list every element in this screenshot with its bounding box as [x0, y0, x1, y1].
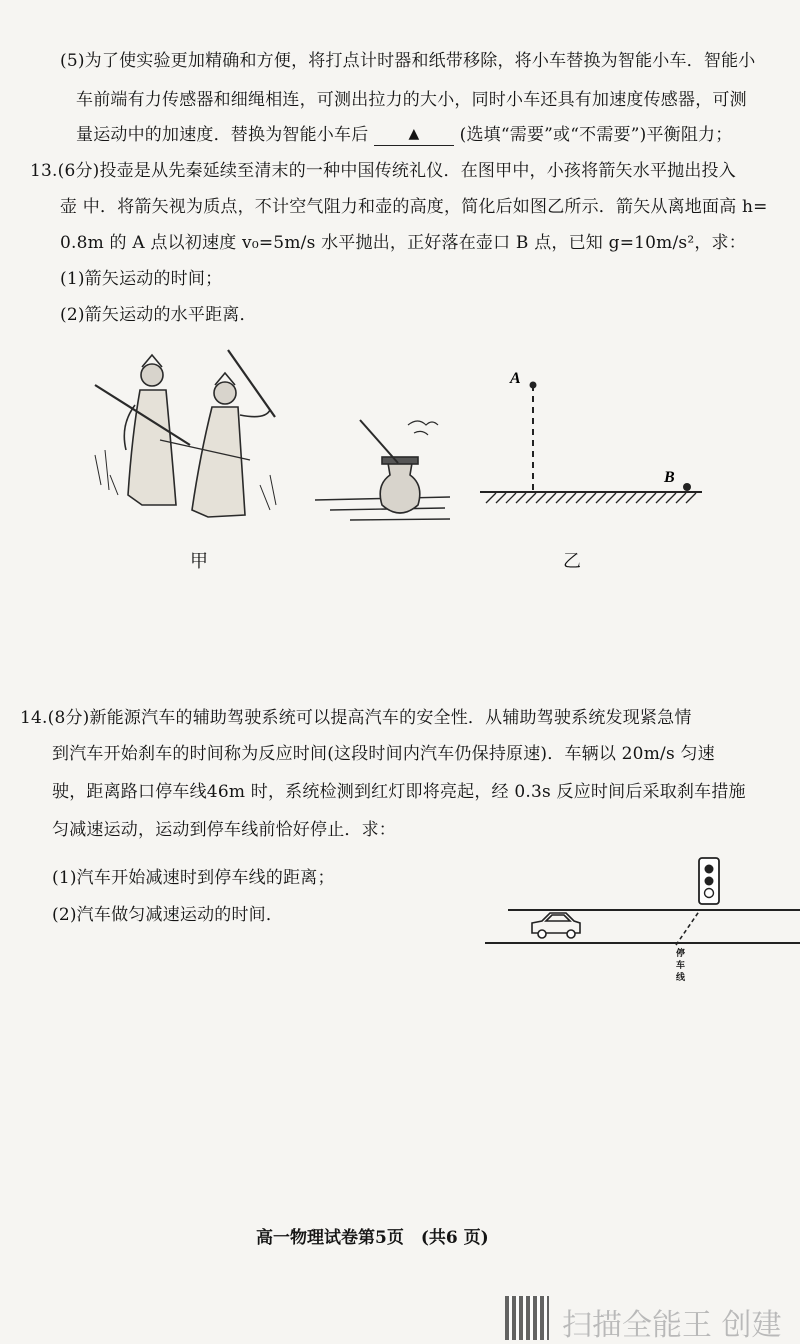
q12-5-line3-before: 量运动中的加速度．替换为智能小车后: [76, 125, 369, 145]
figure-jia-illustration: [80, 345, 460, 535]
car-icon: [532, 913, 580, 938]
qr-code-icon: [505, 1296, 549, 1340]
q13-line3: 0.8m 的 A 点以初速度 v₀=5m/s 水平抛出，正好落在壶口 B 点，已知 g=10m/s²，求：: [60, 233, 746, 253]
q12-5-line3: [76, 124, 732, 148]
q14-line3: 驶，距离路口停车线46m 时，系统检测到红灯即将亮起，经 0.3s 反应时间后采取刹车措施: [52, 782, 746, 802]
q12-5-line3-after: (选填“需要”或“不需要”)平衡阻力；: [459, 125, 733, 145]
q14-sub2: (2)汽车做匀减速运动的时间．: [52, 905, 284, 925]
q13-line1: 13.(6分)投壶是从先秦延续至清末的一种中国传统礼仪．在图甲中，小孩将箭矢水平抛出投入: [30, 161, 736, 181]
q12-5-line1: (5)为了使实验更加精确和方便，将打点计时器和纸带移除，将小车替换为智能小车．智能小: [60, 51, 756, 71]
q14-line4: 匀减速运动，运动到停车线前恰好停止．求：: [52, 820, 396, 840]
figure-yi-caption: 乙: [563, 551, 581, 572]
scanner-watermark: 扫描全能王 创建: [562, 1308, 782, 1343]
figure-yi-diagram: [480, 365, 710, 505]
q14-line1: 14.(8分)新能源汽车的辅助驾驶系统可以提高汽车的安全性．从辅助驾驶系统发现紧急情: [20, 708, 692, 728]
q13-line2: 壶 中．将箭矢视为质点，不计空气阻力和壶的高度，简化后如图乙所示．箭矢从离地面高 h=: [60, 197, 768, 217]
q14-line2: 到汽车开始刹车的时间称为反应时间(这段时间内汽车仍保持原速)．车辆以 20m/s 匀速: [52, 744, 715, 764]
q12-5-line2: 车前端有力传感器和细绳相连，可测出拉力的大小，同时小车还具有加速度传感器，可测: [76, 90, 747, 110]
traffic-light-icon: [699, 858, 719, 904]
page-footer: 高一物理试卷第5页 (共6 页): [256, 1228, 489, 1248]
point-b-label: B: [664, 469, 675, 486]
point-a-dot: [530, 382, 537, 389]
figure-jia-caption: 甲: [190, 551, 208, 572]
q13-sub1: (1)箭矢运动的时间；: [60, 269, 223, 289]
stop-line-label: 停车线: [676, 949, 686, 983]
answer-blank: [374, 123, 454, 146]
q14-sub1: (1)汽车开始减速时到停车线的距离；: [52, 868, 335, 888]
point-a-label: A: [510, 370, 521, 387]
road-diagram: [480, 855, 800, 975]
q13-sub2: (2)箭矢运动的水平距离．: [60, 305, 257, 325]
stop-line: [676, 910, 700, 945]
blank-mark: ▲: [408, 126, 420, 142]
point-b-dot: [683, 483, 691, 491]
